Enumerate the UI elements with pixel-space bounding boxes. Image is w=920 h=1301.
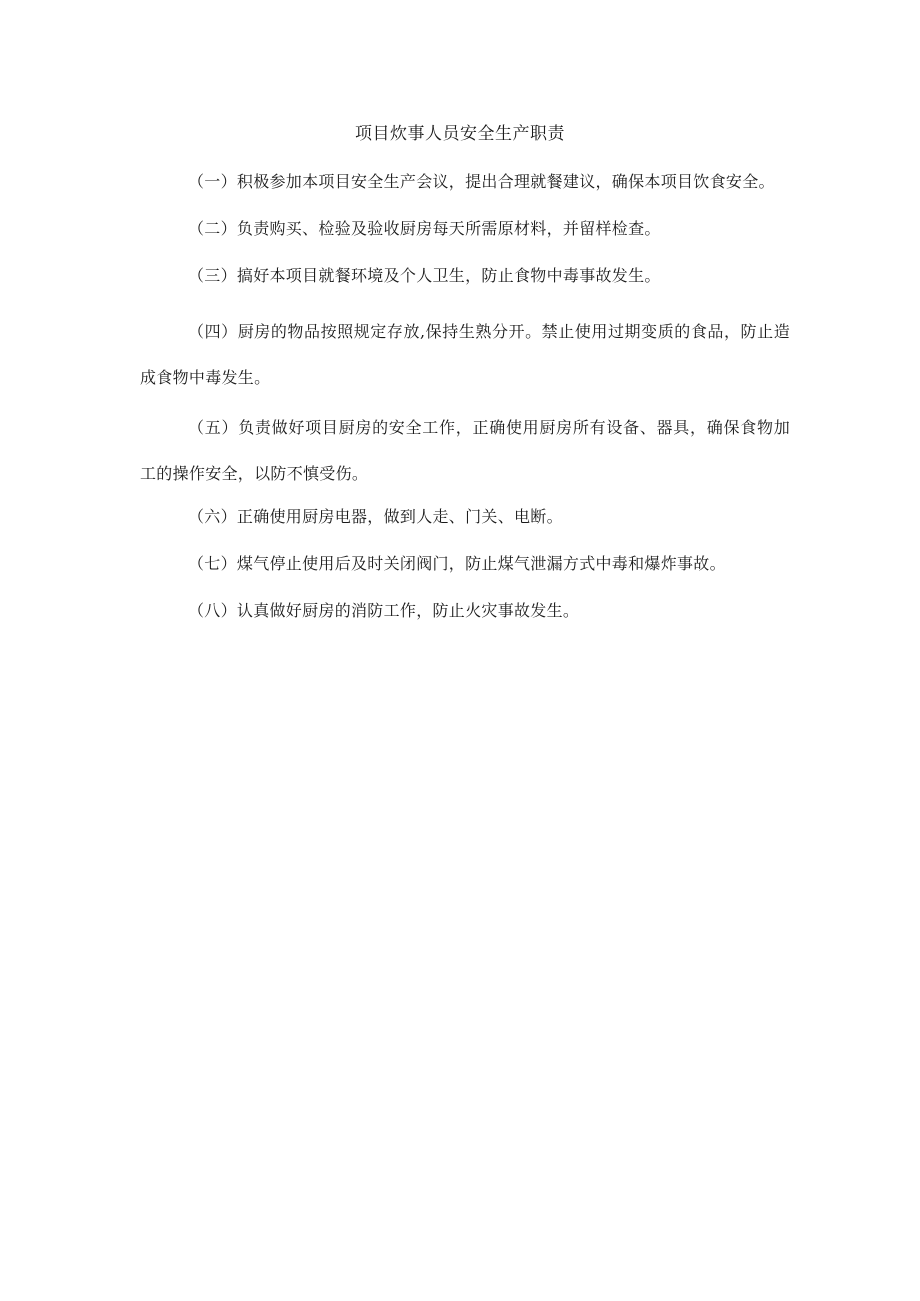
duty-item-4: （四）厨房的物品按照规定存放,保持生熟分开。禁止使用过期变质的食品，防止造成食物中毒发生。 — [140, 322, 790, 387]
document-body — [140, 168, 790, 644]
duty-item-2: （二）负责购买、检验及验收厨房每天所需原材料，并留样检查。 — [188, 219, 661, 238]
document-title: 项目炊事人员安全生产职责 — [355, 124, 565, 144]
duty-item-1: （一）积极参加本项目安全生产会议，提出合理就餐建议，确保本项目饮食安全。 — [188, 172, 775, 191]
duty-item-7: （七）煤气停止使用后及时关闭阀门，防止煤气泄漏方式中毒和爆炸事故。 — [188, 554, 726, 573]
duty-item-8: （八）认真做好厨房的消防工作，防止火灾事故发生。 — [188, 601, 580, 620]
duty-item-3: （三）搞好本项目就餐环境及个人卫生，防止食物中毒事故发生。 — [188, 266, 661, 285]
duty-item-6: （六）正确使用厨房电器，做到人走、门关、电断。 — [188, 507, 563, 526]
duty-item-5: （五）负责做好项目厨房的安全工作，正确使用厨房所有设备、器具，确保食物加工的操作安全，以防不慎受伤。 — [140, 418, 790, 483]
